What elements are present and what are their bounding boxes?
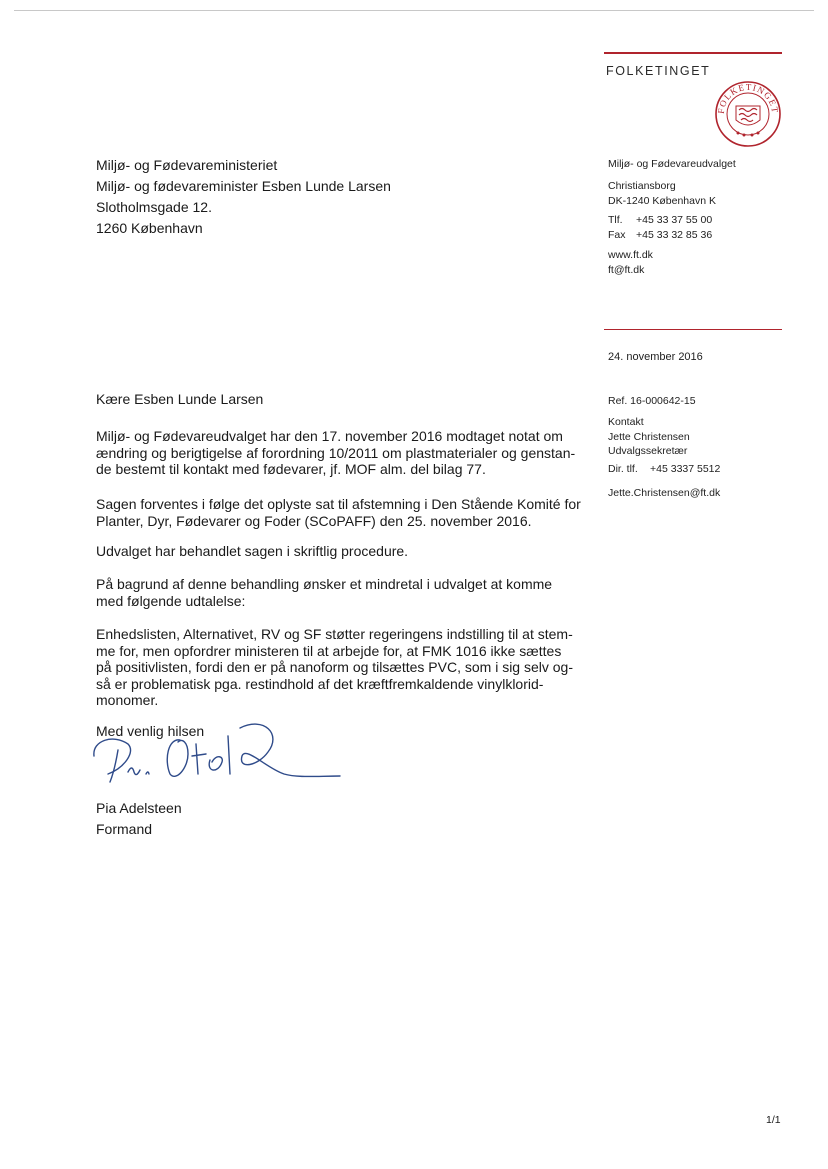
signer-name: Pia Adelsteen xyxy=(96,800,182,816)
body-paragraph xyxy=(96,496,582,529)
svg-text:FOLKETINGET: FOLKETINGET xyxy=(715,81,781,115)
body-line: med følgende udtalelse: xyxy=(96,592,246,609)
body-paragraph xyxy=(96,576,582,609)
website-link[interactable]: www.ft.dk xyxy=(608,249,653,261)
sender-address xyxy=(608,179,716,208)
body-line: Planter, Dyr, Fødevarer og Foder (SCoPAFF) den 25. november 2016. xyxy=(96,512,532,529)
general-email-link[interactable]: ft@ft.dk xyxy=(608,263,645,276)
contact-email-link[interactable]: Jette.Christensen@ft.dk xyxy=(608,487,721,499)
recipient-line: Miljø- og fødevareminister Esben Lunde Larsen xyxy=(96,178,391,194)
fax-number: +45 33 32 85 36 xyxy=(636,228,713,241)
recipient-line: Slotholmsgade 12. xyxy=(96,199,212,215)
recipient-line: 1260 København xyxy=(96,220,203,236)
folketinget-seal-logo xyxy=(714,80,782,148)
letterhead-top-rule xyxy=(604,52,782,54)
reference-number: Ref. 16-000642-15 xyxy=(608,395,696,407)
body-line: ændring og berigtigelse af forordning 10/2011 om plastmaterialer og genstan- xyxy=(96,444,576,461)
letter-date: 24. november 2016 xyxy=(608,351,703,363)
body-line: så er problematisk pga. restindhold af det kræftfremkaldende vinylklorid- xyxy=(96,675,544,692)
contact-label: Kontakt xyxy=(608,416,644,428)
direct-phone-number: +45 3337 5512 xyxy=(650,463,721,475)
direct-phone-label: Dir. tlf. xyxy=(608,463,638,475)
body-line: Enhedslisten, Alternativet, RV og SF støtter regeringens indstilling til at stem- xyxy=(96,626,573,642)
body-paragraph xyxy=(96,626,582,709)
phone-label: Tlf. xyxy=(608,214,623,226)
salutation: Kære Esben Lunde Larsen xyxy=(96,391,264,407)
brand-name: FOLKETINGET xyxy=(606,64,711,78)
signer-block xyxy=(96,798,182,840)
body-line: Udvalget har behandlet sagen i skriftlig procedure. xyxy=(96,543,409,559)
closing: Med venlig hilsen xyxy=(96,723,205,739)
contact-title: Udvalgssekretær xyxy=(608,445,688,457)
body-line: På bagrund af denne behandling ønsker et mindretal i udvalget at komme xyxy=(96,576,553,592)
sender-address-line: DK-1240 København K xyxy=(608,194,716,207)
body-line: på positivlisten, fordi den er på nanoform og tilsættes PVC, som i sig selv og- xyxy=(96,659,573,675)
sidebar-divider xyxy=(604,329,782,330)
sender-web-block xyxy=(608,248,653,277)
page-number: 1/1 xyxy=(766,1114,781,1126)
direct-phone-block xyxy=(608,462,720,477)
phone-number: +45 33 37 55 00 xyxy=(636,214,713,226)
recipient-address xyxy=(96,155,391,239)
sender-phone-block xyxy=(608,213,712,242)
handwritten-signature xyxy=(88,716,344,792)
signer-title: Formand xyxy=(96,821,153,837)
sender-address-line: Christiansborg xyxy=(608,180,676,192)
body-paragraph xyxy=(96,428,582,478)
fax-label: Fax xyxy=(608,228,626,241)
contact-block xyxy=(608,415,690,459)
body-line: Miljø- og Fødevareudvalget har den 17. november 2016 modtaget notat om xyxy=(96,428,563,444)
sender-committee: Miljø- og Fødevareudvalget xyxy=(608,158,736,170)
body-paragraph xyxy=(96,543,582,560)
body-line: de bestemt til kontakt med fødevarer, jf. MOF alm. del bilag 77. xyxy=(96,461,486,477)
body-line: me for, men opfordrer ministeren til at arbejde for, at FMK 1016 ikke sættes xyxy=(96,642,562,659)
scan-top-edge xyxy=(14,10,814,11)
body-line: monomer. xyxy=(96,692,159,708)
recipient-line: Miljø- og Fødevareministeriet xyxy=(96,157,278,173)
body-line: Sagen forventes i følge det oplyste sat til afstemning i Den Stående Komité for xyxy=(96,496,581,512)
contact-name: Jette Christensen xyxy=(608,430,690,443)
